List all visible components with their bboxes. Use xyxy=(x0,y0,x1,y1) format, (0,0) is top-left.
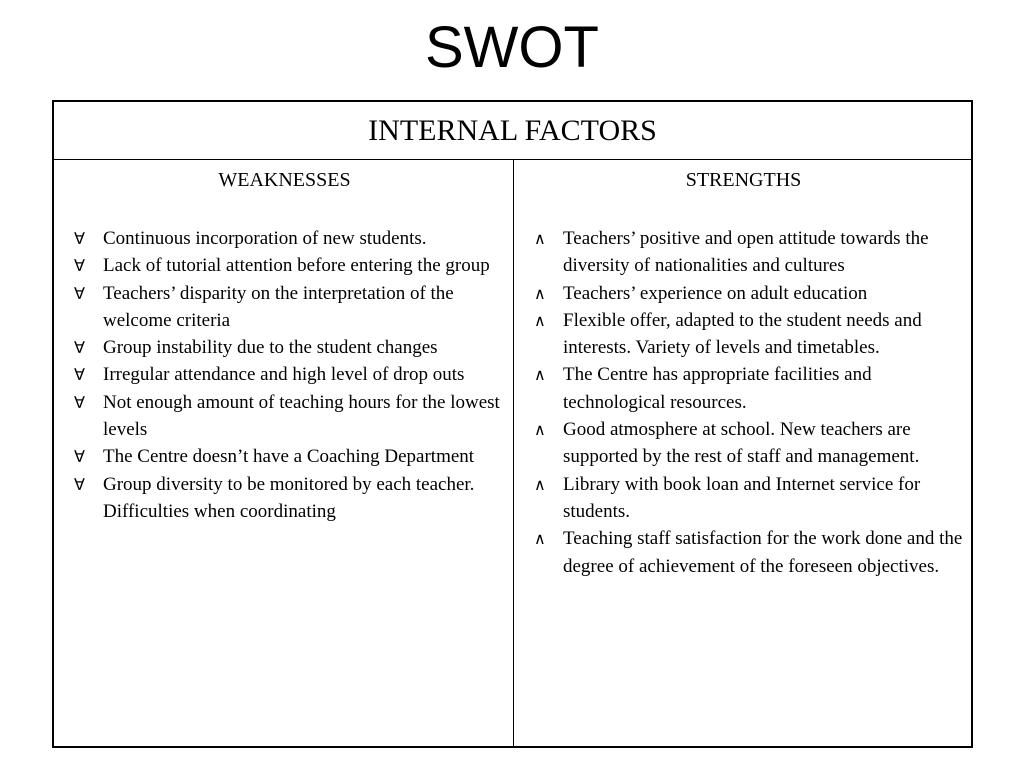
strengths-heading: STRENGTHS xyxy=(685,169,802,191)
list-item-text: Continuous incorporation of new students. xyxy=(103,228,427,249)
list-item-text: Lack of tutorial attention before entering the group xyxy=(103,255,490,277)
strengths-column xyxy=(514,159,971,746)
list-item xyxy=(534,225,963,280)
bullet-icon: ∧ xyxy=(534,529,546,549)
list-item-text: Flexible offer, adapted to the student needs and interests. Variety of levels and timetables. xyxy=(563,309,922,359)
list-item xyxy=(74,252,505,279)
list-item-text: Irregular attendance and high level of drop outs xyxy=(103,364,465,386)
list-item-text: Not enough amount of teaching hours for the lowest levels xyxy=(103,391,500,441)
bullet-icon: ∧ xyxy=(534,229,546,248)
weaknesses-list xyxy=(74,225,505,525)
swot-table xyxy=(52,100,973,748)
bullet-icon: ∧ xyxy=(534,365,546,385)
list-item xyxy=(74,361,505,388)
list-item-text: Group diversity to be monitored by each teacher. Difficulties when coordinating xyxy=(103,473,475,522)
list-item-text: Teachers’ disparity on the interpretation of the welcome criteria xyxy=(103,282,454,331)
bullet-icon: ∧ xyxy=(534,420,546,440)
list-item xyxy=(74,471,505,526)
bullet-icon: ∀ xyxy=(74,474,85,494)
list-item xyxy=(534,525,963,580)
bullet-icon: ∀ xyxy=(74,365,85,385)
list-item-text: Library with book loan and Internet service for students. xyxy=(563,473,921,522)
list-item-text: Teachers’ positive and open attitude towards the diversity of nationalities and cultures xyxy=(563,228,929,277)
bullet-icon: ∀ xyxy=(74,392,85,412)
bullet-icon: ∀ xyxy=(74,447,85,467)
list-item xyxy=(534,361,963,416)
list-item-text: Teachers’ experience on adult education xyxy=(563,282,868,304)
list-item xyxy=(74,443,505,470)
bullet-icon: ∀ xyxy=(74,283,85,303)
list-item-text: The Centre doesn’t have a Coaching Department xyxy=(103,446,475,468)
strengths-list xyxy=(534,225,963,580)
list-item xyxy=(534,280,963,307)
bullet-icon: ∧ xyxy=(534,310,546,330)
bullet-icon: ∀ xyxy=(74,338,85,358)
list-item xyxy=(74,334,505,361)
weaknesses-heading: WEAKNESSES xyxy=(218,169,351,191)
list-item-text: Good atmosphere at school. New teachers are supported by the rest of staff and management. xyxy=(563,419,920,468)
list-item xyxy=(534,471,963,526)
list-item xyxy=(534,307,963,362)
list-item xyxy=(74,280,505,335)
list-item-text: The Centre has appropriate facilities and technological resources. xyxy=(563,364,872,413)
bullet-icon: ∀ xyxy=(74,256,85,276)
list-item xyxy=(534,416,963,471)
bullet-icon: ∧ xyxy=(534,283,546,303)
internal-factors-header: INTERNAL FACTORS xyxy=(54,102,971,160)
bullet-icon: ∧ xyxy=(534,474,546,494)
weaknesses-column xyxy=(54,159,514,746)
bullet-icon: ∀ xyxy=(74,229,85,248)
list-item xyxy=(74,389,505,444)
list-item-text: Teaching staff satisfaction for the work done and the degree of achievement of the foreseen objectives. xyxy=(563,528,963,577)
list-item-text: Group instability due to the student changes xyxy=(103,337,438,359)
slide-title: SWOT xyxy=(425,15,599,80)
list-item xyxy=(74,225,505,252)
